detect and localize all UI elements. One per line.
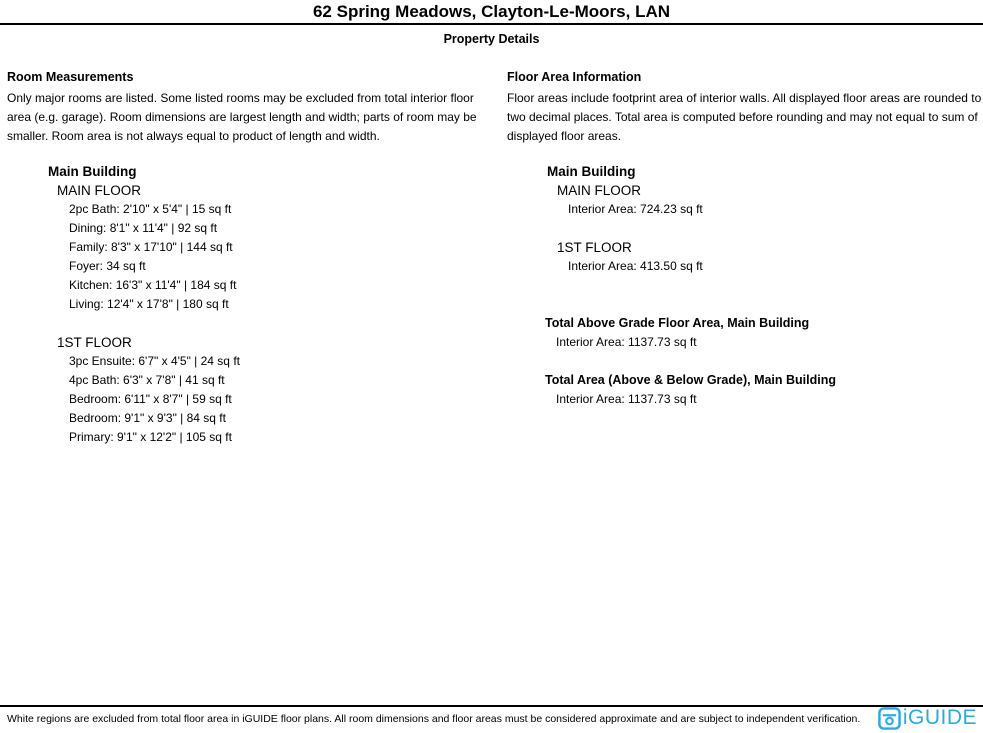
footer-divider (0, 705, 983, 707)
floor-area-section (507, 69, 983, 146)
spacer-row (507, 219, 836, 238)
page-title: 62 Spring Meadows, Clayton-Le-Moors, LAN (312, 2, 671, 21)
spacer-row (507, 352, 836, 371)
room-line: Kitchen: 16'3" x 11'4" | 184 sq ft (69, 278, 237, 292)
interior-area-line: Interior Area: 724.23 sq ft (568, 202, 703, 216)
room-measurements-section (7, 69, 490, 146)
interior-area-line: Interior Area: 1137.73 sq ft (556, 392, 697, 406)
footer-disclaimer: White regions are excluded from total floor area in iGUIDE floor plans. All room dimensions and floor areas must be considered approximate and are subject to independent verification. (7, 713, 861, 725)
iguide-camera-icon (878, 707, 901, 730)
room-line: 3pc Ensuite: 6'7" x 4'5" | 24 sq ft (69, 354, 240, 368)
room-line: Bedroom: 6'11" x 8'7" | 59 sq ft (69, 392, 232, 406)
room-measurements-list (7, 162, 240, 447)
header-divider (0, 23, 983, 25)
building-name: Main Building (48, 164, 137, 179)
spacer-row (7, 314, 240, 333)
room-line: 2pc Bath: 2'10" x 5'4" | 15 sq ft (69, 202, 232, 216)
room-measurements-description: Only major rooms are listed. Some listed rooms may be excluded from total interior floor area (e.g. garage). Room dimensions are largest length and width; parts of room may be smaller. Room area is not always equal to product of length and width. (7, 91, 477, 143)
iguide-brand (878, 706, 977, 730)
room-line: Foyer: 34 sq ft (69, 259, 146, 273)
interior-area-line: Interior Area: 413.50 sq ft (568, 259, 703, 273)
floor-name-1st: 1ST FLOOR (557, 240, 632, 255)
floor-name-1st: 1ST FLOOR (57, 335, 132, 350)
room-line: Dining: 8'1" x 11'4" | 92 sq ft (69, 221, 218, 235)
room-line: Family: 8'3" x 17'10" | 144 sq ft (69, 240, 233, 254)
building-name: Main Building (547, 164, 636, 179)
floor-name-main: MAIN FLOOR (57, 183, 142, 198)
floor-area-heading: Floor Area Information (507, 70, 642, 84)
room-line: Bedroom: 9'1" x 9'3" | 84 sq ft (69, 411, 226, 425)
total-above-grade-label: Total Above Grade Floor Area, Main Building (545, 316, 810, 330)
total-all-grade-label: Total Area (Above & Below Grade), Main Building (545, 373, 836, 387)
floor-area-description: Floor areas include footprint area of interior walls. All displayed floor areas are rounded to two decimal places. Total area is computed before rounding and may not equal to sum of displayed floor areas. (507, 91, 982, 143)
room-line: Living: 12'4" x 17'8" | 180 sq ft (69, 297, 229, 311)
floor-area-list (507, 162, 836, 409)
interior-area-line: Interior Area: 1137.73 sq ft (556, 335, 697, 349)
iguide-brand-text: iGUIDE (902, 706, 977, 729)
room-line: 4pc Bath: 6'3" x 7'8" | 41 sq ft (69, 373, 225, 387)
floor-name-main: MAIN FLOOR (557, 183, 642, 198)
room-line: Primary: 9'1" x 12'2" | 105 sq ft (69, 430, 232, 444)
spacer-row (507, 276, 836, 295)
spacer-row (507, 295, 836, 314)
room-measurements-heading: Room Measurements (7, 70, 134, 84)
page-subtitle: Property Details (443, 32, 540, 46)
